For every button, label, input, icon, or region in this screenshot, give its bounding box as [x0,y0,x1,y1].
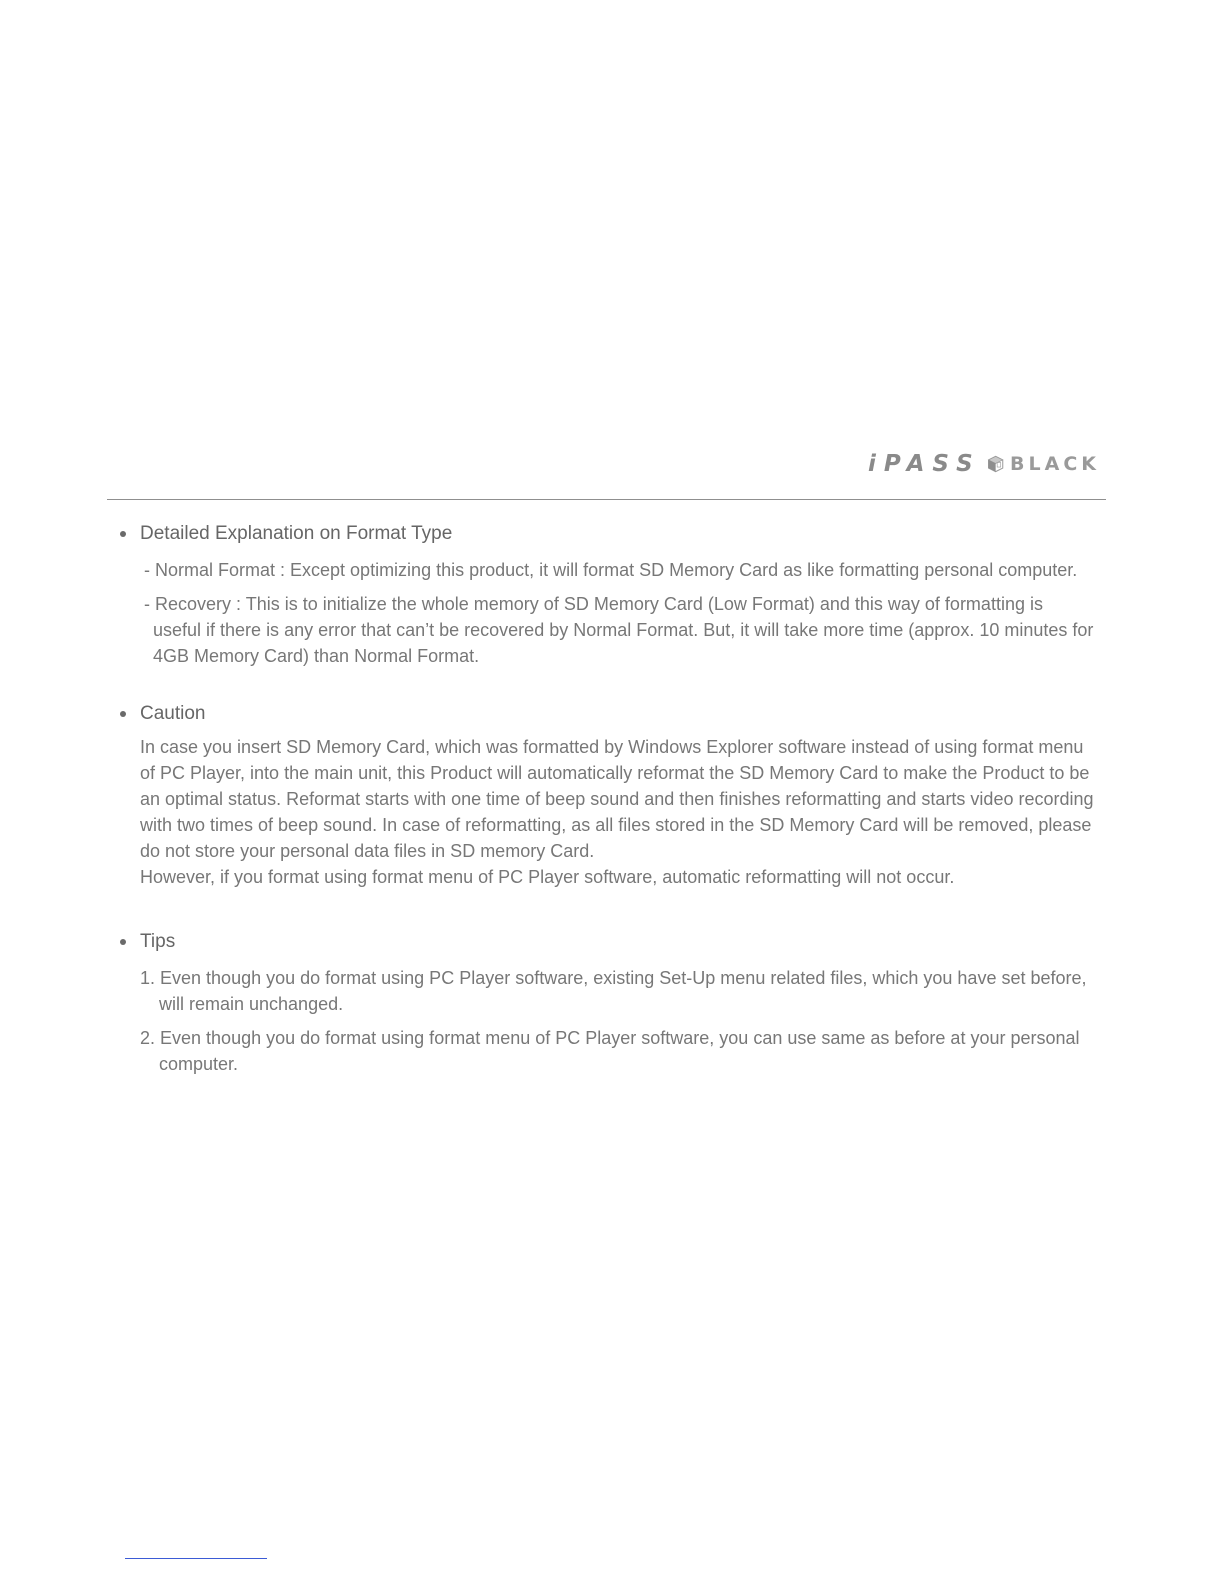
caution-text-2: However, if you format using format menu of PC Player software, automatic reformatting will not occur. [140,867,955,887]
tip-item: 1. Even though you do format using PC Player software, existing Set-Up menu related files, which you have set before, will remain unchanged. [140,968,1087,1014]
caution-text: In case you insert SD Memory Card, which was formatted by Windows Explorer software instead of using format menu of PC Player, into the main unit, this Product will automatically reformat the SD Memory Card to make the Product to be an optimal status. Reformat starts with one time of beep sound and then finishes reformatting and starts video recording with two times of beep sound. In case of reformatting, as all files stored in the SD Memory Card will be removed, please do not store your personal data files in SD memory Card. [140,737,1094,861]
format-type-title: Detailed Explanation on Format Type [140,523,453,544]
section-heading [120,519,1095,549]
section-tips [120,927,1095,1077]
footer-divider [125,1558,267,1559]
recovery-item: - Recovery : This is to initialize the whole memory of SD Memory Card (Low Format) and this way of formatting is useful if there is any error that can’t be recovered by Normal Format. But, it will take more time (approx. 10 minutes for 4GB Memory Card) than Normal Format. [144,594,1094,666]
header-divider [107,499,1106,500]
logo-black-text: BLACK [1010,453,1100,475]
bullet-icon [120,711,126,717]
bullet-icon [120,531,126,537]
section-caution [120,699,1095,890]
section-heading [120,699,1095,729]
tips-title: Tips [140,931,176,952]
document-body [120,519,1095,1107]
logo-ipass-text: iPASS [868,451,981,477]
brand-logo [868,444,1100,484]
normal-format-item: - Normal Format : Except optimizing this product, it will format SD Memory Card as like formatting personal computer. [144,560,1078,580]
tip-item: 2. Even though you do format using format menu of PC Player software, you can use same as before at your personal computer. [140,1028,1080,1074]
section-format-type [120,519,1095,669]
section-heading [120,927,1095,957]
caution-title: Caution [140,703,206,724]
cube-icon [987,447,1004,481]
caution-paragraph [120,734,1095,890]
bullet-icon [120,939,126,945]
